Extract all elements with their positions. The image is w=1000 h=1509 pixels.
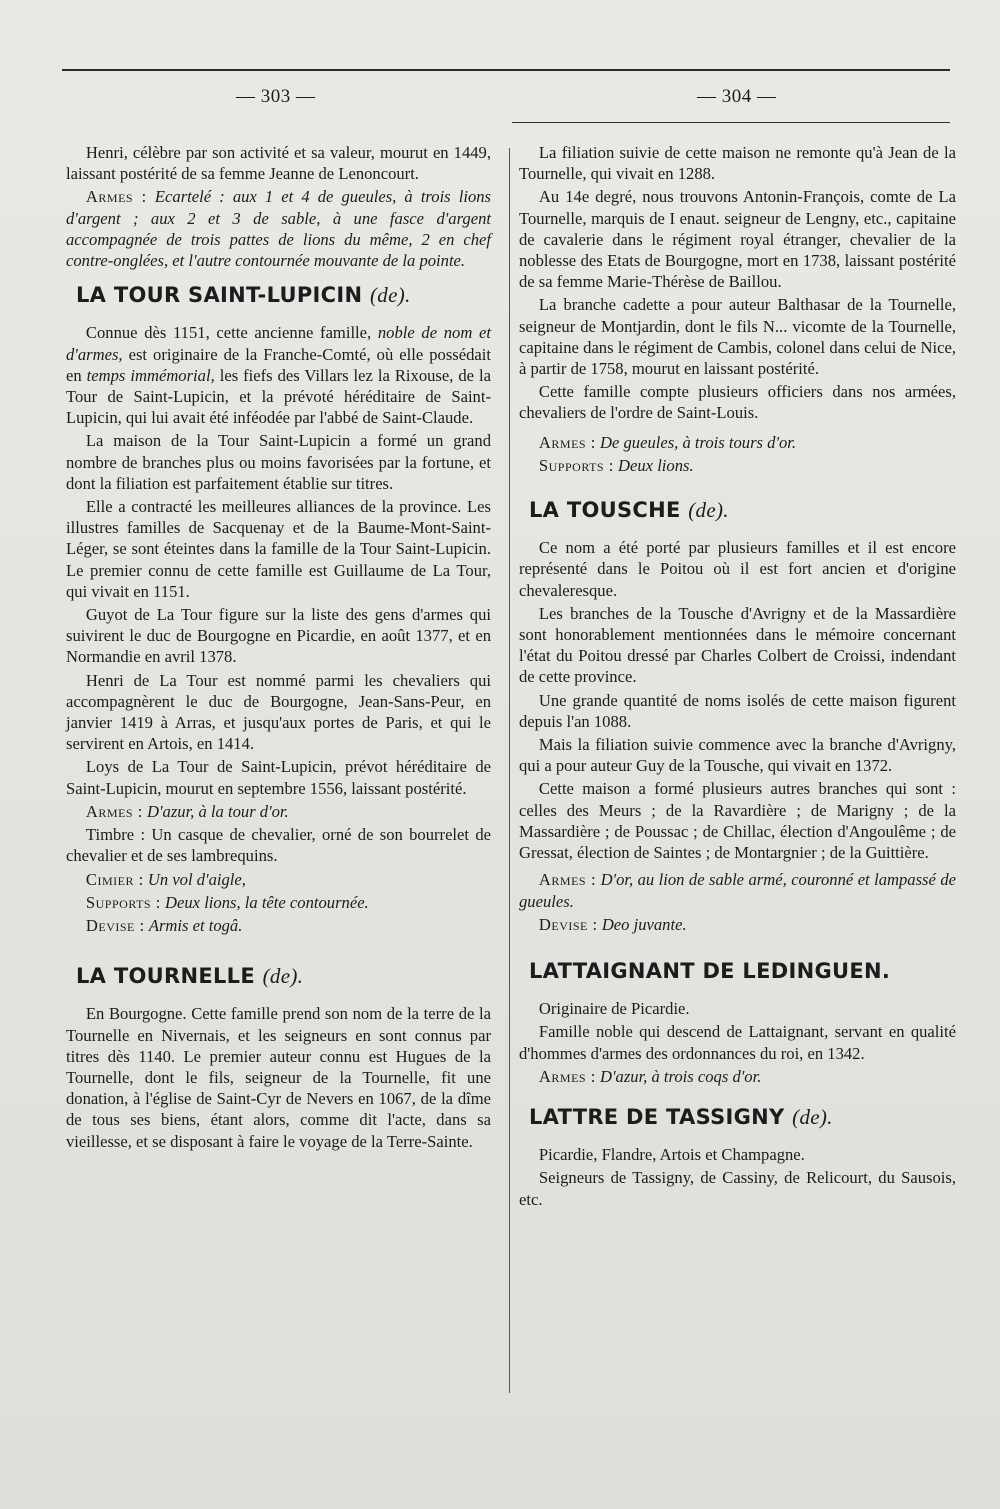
arms-line	[519, 432, 956, 453]
section-heading-lattre	[529, 1104, 956, 1129]
arms-label: Armes :	[85, 801, 143, 821]
devise-text: Armis et togâ.	[148, 915, 243, 935]
paragraph: Cette famille compte plusieurs officiers dans nos armées, chevaliers de l'ordre de Saint-Louis.	[519, 382, 956, 423]
text-run-italic: noble de nom et d'armes,	[66, 323, 491, 364]
timbre-line: Timbre : Un casque de chevalier, orné de son bourrelet de chevalier et de ses lambrequins.	[66, 825, 491, 866]
arms-line	[519, 1066, 956, 1087]
heading-particle: (de).	[792, 1104, 833, 1129]
paragraph: La maison de la Tour Saint-Lupicin a formé un grand nombre de branches plus ou moins favorisées par la fortune, et dont la filiation est parfaitement établie sur titres.	[66, 431, 491, 493]
paragraph: En Bourgogne. Cette famille prend son nom de la terre de la Tournelle en Nivernais, et les seigneurs en sont connus par titres dès 1140. Le premier auteur connu est Hugues de la Tournelle, dont le fils, seigneur de la Tournelle, fit une donation, à l'église de Saint-Cyr de Nevers en 1067, de la dîme de tous ses biens, étant alors, comme dit l'acte, dans sa vieillesse, et se disposant à faire le voyage de la Terre-Sainte.	[66, 1004, 491, 1151]
page-number-left: — 303 —	[236, 86, 316, 107]
devise-text: Deo juvante.	[601, 914, 687, 934]
paragraph: Mais la filiation suivie commence avec la branche d'Avrigny, qui a pour auteur Guy de la Tousche, qui vivait en 1372.	[519, 735, 956, 776]
paragraph: Loys de La Tour de Saint-Lupicin, prévot héréditaire de Saint-Lupicin, mourut en septembre 1556, laissant postérité.	[66, 757, 491, 798]
supports-line	[66, 892, 491, 913]
devise-line	[66, 915, 491, 936]
paragraph: Ce nom a été porté par plusieurs familles et il est encore représenté dans le Poitou où il est fort ancien et d'origine chevaleresque.	[519, 538, 956, 600]
section-heading-tour-saint-lupicin	[76, 285, 491, 306]
paragraph: Seigneurs de Tassigny, de Cassiny, de Relicourt, du Sausois, etc.	[519, 1168, 956, 1209]
arms-blazon: D'or, au lion de sable armé, couronné et lampassé de gueules.	[519, 870, 956, 911]
paragraph: Au 14e degré, nous trouvons Antonin-François, comte de La Tournelle, marquis de I enaut. seigneur de Lengny, etc., capitaine de cavalerie dans le régiment royal étranger, chevalier de la noblesse des Etats de Bourgogne, mort en 1738, laissant postérité de sa femme Marie-Thérèse de Baillou.	[519, 187, 956, 292]
heading-particle: (de).	[262, 964, 304, 989]
left-column	[66, 142, 491, 1154]
arms-line	[66, 186, 491, 271]
arms-label: Armes :	[538, 432, 596, 452]
arms-label: Armes :	[85, 187, 147, 207]
section-heading-lattaignant	[529, 958, 956, 983]
paragraph: Picardie, Flandre, Artois et Champagne.	[538, 1145, 805, 1165]
arms-label: Armes :	[538, 1066, 596, 1086]
section-heading-tournelle	[76, 966, 491, 987]
cimier-label: Cimier :	[85, 869, 144, 889]
heading-particle: (de).	[370, 283, 411, 308]
devise-label: Devise :	[85, 915, 145, 935]
heading-text: LATTAIGNANT DE LEDINGUEN.	[529, 958, 891, 983]
paragraph: Henri de La Tour est nommé parmi les chevaliers qui accompagnèrent le duc de Bourgogne, Jean-Sans-Peur, en janvier 1419 à Arras, et jusqu'aux portes de Paris, et qui le servirent en Artois, en 1414.	[66, 670, 491, 754]
text-run-italic: temps immémorial,	[86, 365, 215, 385]
heading-text: LATTRE DE TASSIGNY	[529, 1104, 785, 1129]
supports-line	[519, 455, 956, 476]
supports-label: Supports :	[85, 892, 161, 912]
arms-blazon: D'azur, à trois coqs d'or.	[599, 1066, 762, 1086]
paragraph: Elle a contracté les meilleures alliances de la province. Les illustres familles de Sacquenay et de la Baume-Mont-Saint-Léger, se sont éteintes dans la famille de la Tour Saint-Lupicin. Le premier connu de cette famille est Guillaume de La Tour, qui vivait en 1151.	[66, 497, 491, 601]
heading-text: LA TOUSCHE	[529, 498, 681, 523]
arms-line	[66, 801, 491, 822]
supports-text: Deux lions, la tête contournée.	[165, 892, 369, 912]
supports-label: Supports :	[538, 455, 614, 475]
heading-text: LA TOURNELLE	[76, 964, 255, 989]
paragraph: La filiation suivie de cette maison ne remonte qu'à Jean de la Tournelle, qui vivait en 1288.	[519, 143, 956, 184]
paragraph: Henri, célèbre par son activité et sa valeur, mourut en 1449, laissant postérité de sa femme Jeanne de Lenoncourt.	[66, 143, 491, 184]
paragraph: Guyot de La Tour figure sur la liste des gens d'armes qui suivirent le duc de Bourgogne en Picardie, en août 1377, et en Normandie en avril 1378.	[66, 605, 491, 667]
heading-text: LA TOUR SAINT-LUPICIN	[76, 283, 363, 308]
devise-label: Devise :	[538, 914, 598, 934]
paragraph: Une grande quantité de noms isolés de cette maison figurent depuis l'an 1088.	[519, 690, 956, 731]
section-heading-tousche	[529, 500, 956, 521]
arms-blazon: Ecartelé : aux 1 et 4 de gueules, à trois lions d'argent ; aux 2 et 3 de sable, à une fasce d'argent accompagnée de trois pattes de lions du même, 2 en chef contre-onglées, et l'autre contournée mouvante de la pointe.	[66, 187, 491, 271]
page-number-right: — 304 —	[697, 86, 777, 107]
heading-particle: (de).	[688, 498, 729, 523]
arms-blazon: De gueules, à trois tours d'or.	[599, 432, 797, 452]
paragraph: Famille noble qui descend de Lattaignant, servant en qualité d'hommes d'armes des ordonnances du roi, en 1342.	[519, 1022, 956, 1063]
right-column	[519, 142, 956, 1212]
arms-blazon: D'azur, à la tour d'or.	[146, 801, 289, 821]
paragraph: La branche cadette a pour auteur Balthasar de la Tournelle, seigneur de Montjardin, dont le fils N... vicomte de la Tournelle, capitaine dans le régiment de Cambis, colonel dans celui de Nice, à partir de 1758, mourut en laissant postérité.	[519, 295, 956, 379]
cimier-line	[66, 869, 491, 890]
text-run: les fiefs des Villars lez la Rixouse, de la Tour de Saint-Lupicin, et la prévoté héréditaire de Saint-Lupicin, qui lui avait été inféodée par l'abbé de Saint-Claude.	[66, 365, 491, 428]
paragraph: Les branches de la Tousche d'Avrigny et de la Massardière sont honorablement mentionnées dans le mémoire concernant l'état du Poitou dressé par Charles Colbert de Croissi, indendant de cette province.	[519, 603, 956, 687]
supports-text: Deux lions.	[618, 455, 694, 475]
text-run: Connue dès 1151, cette ancienne famille,	[85, 323, 372, 343]
arms-label: Armes :	[538, 870, 597, 890]
paragraph: Cette maison a formé plusieurs autres branches qui sont : celles des Meurs ; de la Ravardière ; de Marigny ; de la Massardière ; de Poussac ; de Chillac, élection d'Angoulême ; de Gressat, élection de Saintes ; de Montargnier ; de la Guittière.	[519, 779, 956, 863]
column-separator	[509, 148, 510, 1393]
paragraph	[66, 322, 491, 428]
header-rule-right	[512, 122, 950, 123]
arms-line	[519, 869, 956, 911]
top-rule	[62, 69, 950, 71]
devise-line	[519, 914, 956, 935]
text-run: est originaire de la Franche-Comté, où elle possédait en	[66, 344, 491, 385]
cimier-text: Un vol d'aigle,	[147, 869, 246, 889]
paragraph: Originaire de Picardie.	[538, 999, 690, 1019]
